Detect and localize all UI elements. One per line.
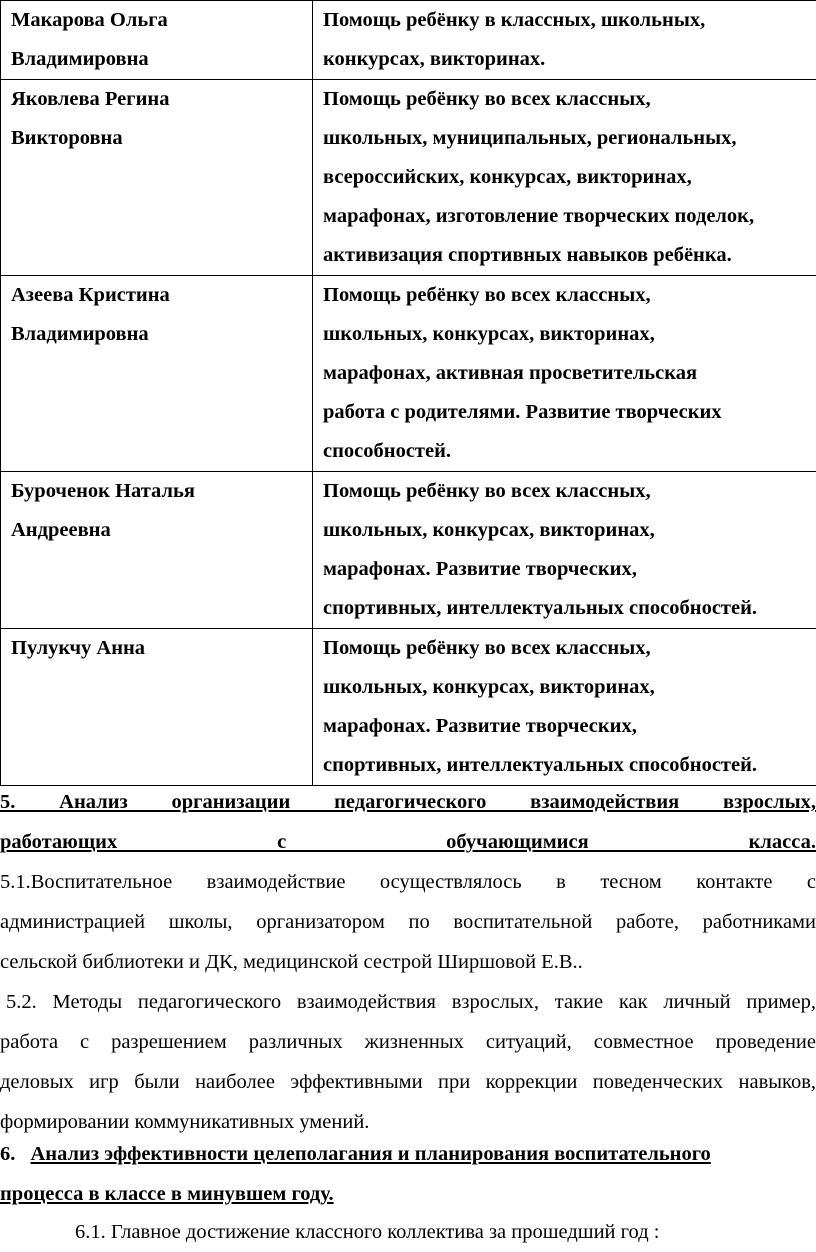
table-row xyxy=(1,472,816,629)
help-cell xyxy=(313,276,816,472)
help-line: марафонах. Развитие творческих, xyxy=(323,707,814,746)
section-6-heading-line: процесса в классе в минувшем году. xyxy=(0,1174,816,1214)
section-6-heading-text: Анализ эффективности целеполагания и планирования воспитательного xyxy=(31,1143,711,1165)
help-line: конкурсах, викторинах. xyxy=(323,40,814,79)
help-line: Помощь ребёнку во всех классных, xyxy=(323,472,814,511)
help-line: марафонах, изготовление творческих поделок, xyxy=(323,197,814,236)
section-6-heading-line xyxy=(0,1134,816,1174)
help-line: Помощь ребёнку во всех классных, xyxy=(323,276,814,315)
help-cell xyxy=(313,1,816,80)
paragraph-line: формировании коммуникативных умений. xyxy=(0,1102,816,1142)
table-row xyxy=(1,629,816,786)
help-cell xyxy=(313,80,816,276)
name-line: Владимировна xyxy=(11,315,312,354)
help-line: Помощь ребёнку в классных, школьных, xyxy=(323,1,814,40)
help-line: марафонах, активная просветительская xyxy=(323,354,814,393)
help-line: школьных, конкурсах, викторинах, xyxy=(323,511,814,550)
help-line: всероссийских, конкурсах, викторинах, xyxy=(323,158,814,197)
help-cell xyxy=(313,472,816,629)
paragraph-line: 5.2. Методы педагогического взаимодействия взрослых, такие как личный пример, xyxy=(6,982,816,1022)
name-cell xyxy=(1,472,313,629)
paragraph-line: деловых игр были наиболее эффективными при коррекции поведенческих навыков, xyxy=(0,1062,816,1102)
paragraph-line: работа с разрешением различных жизненных ситуаций, совместное проведение xyxy=(0,1022,816,1062)
name-line: Макарова Ольга xyxy=(11,1,312,40)
section-6-number: 6. xyxy=(0,1143,15,1165)
help-line: школьных, конкурсах, викторинах, xyxy=(323,315,814,354)
help-line: Помощь ребёнку во всех классных, xyxy=(323,629,814,668)
help-line: активизация спортивных навыков ребёнка. xyxy=(323,236,814,275)
help-line: спортивных, интеллектуальных способностей. xyxy=(323,589,814,628)
name-cell xyxy=(1,629,313,786)
name-line: Пулукчу Анна xyxy=(11,629,312,668)
name-line: Яковлева Регина xyxy=(11,80,312,119)
name-line: Буроченок Наталья xyxy=(11,472,312,511)
name-line: Андреевна xyxy=(11,511,312,550)
paragraph-line: 5.1.Воспитательное взаимодействие осуществлялось в тесном контакте с xyxy=(0,862,816,902)
help-line: школьных, муниципальных, региональных, xyxy=(323,119,814,158)
table-row xyxy=(1,1,816,80)
name-cell xyxy=(1,1,313,80)
help-cell xyxy=(313,629,816,786)
table-row xyxy=(1,276,816,472)
name-cell xyxy=(1,80,313,276)
paragraph-line: сельской библиотеки и ДК, медицинской сестрой Ширшовой Е.В.. xyxy=(0,942,816,982)
name-line: Азеева Кристина xyxy=(11,276,312,315)
section-5-heading-line: 5. Анализ организации педагогического взаимодействия взрослых, xyxy=(0,782,816,822)
help-line: марафонах. Развитие творческих, xyxy=(323,550,814,589)
name-line: Владимировна xyxy=(11,40,312,79)
help-line: способностей. xyxy=(323,432,814,471)
help-line: работа с родителями. Развитие творческих xyxy=(323,393,814,432)
name-cell xyxy=(1,276,313,472)
help-line: Помощь ребёнку во всех классных, xyxy=(323,80,814,119)
help-line: школьных, конкурсах, викторинах, xyxy=(323,668,814,707)
help-line: спортивных, интеллектуальных способностей. xyxy=(323,746,814,785)
section-5-heading-line: работающих с обучающимися класса. xyxy=(0,822,816,862)
name-line: Викторовна xyxy=(11,119,312,158)
paragraph-line: 6.1. Главное достижение классного коллектива за прошедший год : xyxy=(75,1212,816,1252)
paragraph-line: администрацией школы, организатором по воспитательной работе, работниками xyxy=(0,902,816,942)
table-row xyxy=(1,80,816,276)
